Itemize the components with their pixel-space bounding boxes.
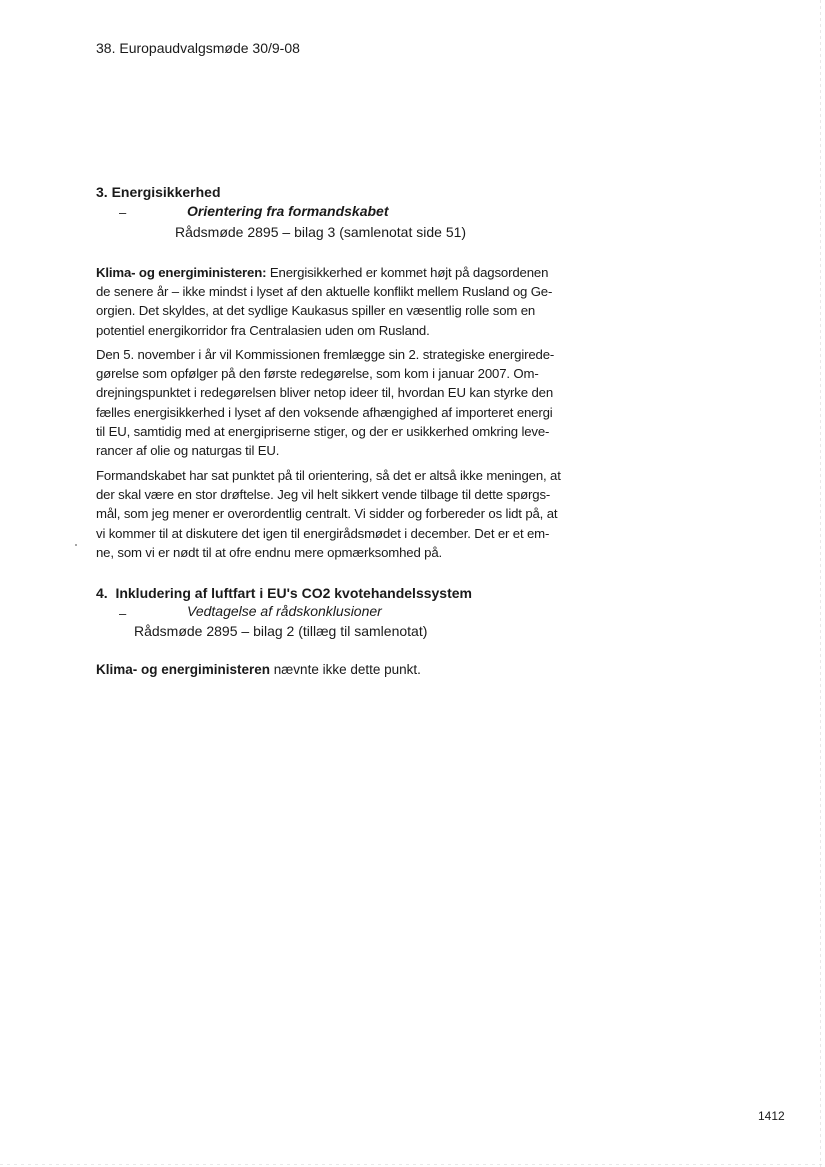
paragraph-line: rancer af olie og naturgas til EU. xyxy=(96,443,280,459)
section-3-reference: Rådsmøde 2895 – bilag 3 (samlenotat side 51) xyxy=(175,224,467,240)
paragraph-line: Den 5. november i år vil Kommissionen fremlægge sin 2. strategiske energirede- xyxy=(96,347,555,362)
section-4-heading: 4. Inkludering af luftfart i EU's CO2 kvotehandelssystem xyxy=(96,585,472,601)
section-4-reference: Rådsmøde 2895 – bilag 2 (tillæg til samlenotat) xyxy=(134,623,428,639)
paragraph-line: Formandskabet har sat punktet på til orientering, så det er altså ikke meningen, at xyxy=(96,468,561,483)
scan-edge-bottom xyxy=(0,1164,825,1165)
paragraph-line: de senere år – ikke mindst i lyset af den aktuelle konflikt mellem Rusland og Ge- xyxy=(96,284,553,300)
section-3-dash: – xyxy=(119,205,127,220)
section-4-subtitle: Vedtagelse af rådskonklusioner xyxy=(187,603,382,619)
paragraph-line: Klima- og energiministeren: Energisikkerhed er kommet højt på dagsordenen xyxy=(96,265,549,280)
speech-3-paragraph-2 xyxy=(96,345,582,460)
paragraph-line: potentiel energikorridor fra Centralasien uden om Rusland. xyxy=(96,322,430,338)
paragraph-line: drejningspunktet i redegørelsen bliver netop ideer til, hvordan EU kan styrke den xyxy=(96,385,553,401)
speech-4-paragraph: Klima- og energiministeren nævnte ikke dette punkt. xyxy=(96,662,421,677)
page-header: 38. Europaudvalgsmøde 30/9-08 xyxy=(96,40,300,56)
paragraph-line: ne, som vi er nødt til at ofre endnu mere opmærksomhed på. xyxy=(96,544,443,560)
speaker-name: Klima- og energiministeren xyxy=(96,662,271,677)
scan-edge-right xyxy=(820,0,821,1167)
section-3-subtitle: Orientering fra formandskabet xyxy=(187,203,389,219)
paragraph-line: gørelse som opfølger på den første redegørelse, som kom i januar 2007. Om- xyxy=(96,366,539,382)
speech-3-paragraph-1 xyxy=(96,263,582,340)
speech-3-paragraph-3 xyxy=(96,466,582,562)
section-4-dash: – xyxy=(119,606,127,621)
paragraph-line: der skal være en stor drøftelse. Jeg vil helt sikkert vende tilbage til dette spørgs- xyxy=(96,487,551,503)
paragraph-line: mål, som jeg mener er overordentlig centralt. Vi sidder og forbereder os lidt på, at xyxy=(96,506,558,522)
page-number: 1412 xyxy=(758,1109,785,1123)
paragraph-line: til EU, samtidig med at energipriserne stiger, og der er usikkerhed omkring leve- xyxy=(96,423,550,439)
scan-speck xyxy=(75,544,77,546)
paragraph-line: orgien. Det skyldes, at det sydlige Kaukasus spiller en væsentlig rolle som en xyxy=(96,303,536,319)
section-3-heading: 3. Energisikkerhed xyxy=(96,184,221,200)
paragraph-line: vi kommer til at diskutere det igen til energirådsmødet i december. Det er et em- xyxy=(96,525,550,541)
paragraph-line: fælles energisikkerhed i lyset af den voksende afhængighed af importeret energi xyxy=(96,404,553,420)
speaker-name: Klima- og energiministeren: xyxy=(96,265,267,280)
